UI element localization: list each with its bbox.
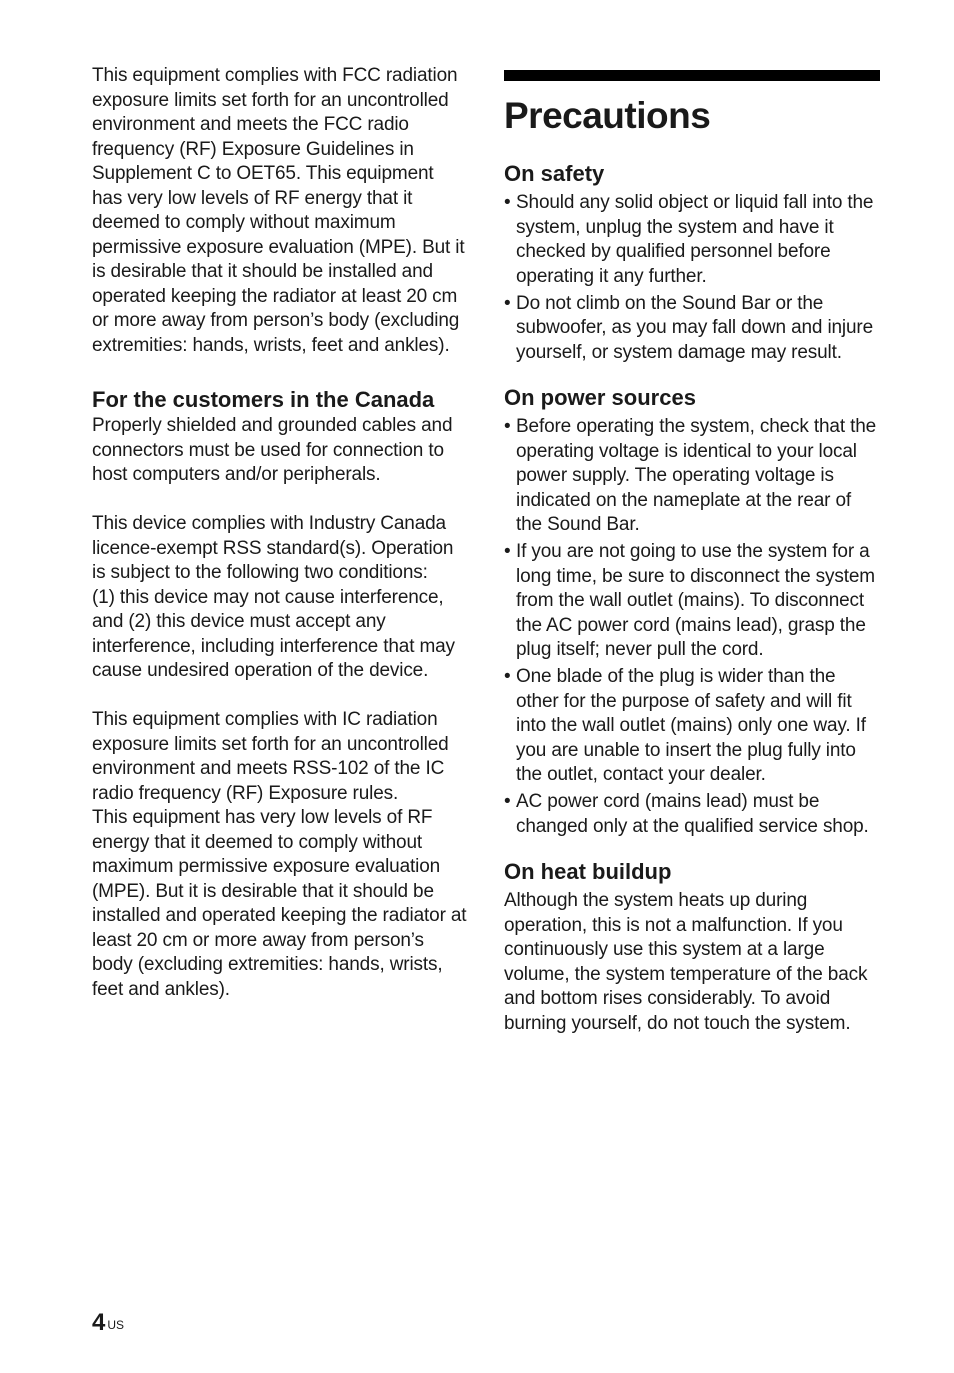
list-item: • Should any solid object or liquid fall into the system, unplug the system and have it checked by qualified personnel before operating it any further. bbox=[504, 192, 874, 287]
canada-cables-paragraph: Properly shielded and grounded cables and connectors must be used for connection to host computers and/or peripherals. bbox=[92, 415, 453, 485]
spacer bbox=[92, 684, 468, 709]
page-number bbox=[92, 1308, 124, 1338]
ic-rf-energy-paragraph: This equipment has very low levels of RF energy that it deemed to comply without maximum permissive exposure evaluation (MPE). But it is desirable that it should be installed and operated keeping the radiator at least 20 cm or more away from person’s body (excluding extremities: hands, wrists, feet and ankles). bbox=[92, 807, 467, 1000]
page-number-value: 4 bbox=[92, 1309, 106, 1336]
list-item: • AC power cord (mains lead) must be changed only at the qualified service shop. bbox=[504, 791, 869, 837]
bullet-icon: • bbox=[504, 666, 511, 687]
power-list bbox=[504, 415, 880, 839]
fcc-exposure-paragraph: This equipment complies with FCC radiation exposure limits set forth for an uncontrolled environment and meets the FCC radio frequency (RF) Exposure Guidelines in Supplement C to OET65. This equipment has very low levels of RF energy that it deemed to comply without maximum permissive exposure evaluation (MPE). But it is desirable that it should be installed and operated keeping the radiator at least 20 cm or more away from person’s body (excluding extremities: hands, wrists, feet and ankles). bbox=[92, 65, 465, 356]
bullet-icon: • bbox=[504, 416, 511, 437]
safety-heading: On safety bbox=[504, 161, 605, 186]
page-title: Precautions bbox=[504, 95, 711, 136]
bullet-icon: • bbox=[504, 192, 511, 213]
bullet-icon: • bbox=[504, 791, 511, 812]
list-item: • One blade of the plug is wider than the other for the purpose of safety and will fit into the wall outlet (mains) only one way. If you are unable to insert the plug fully into the outlet, contact your dealer. bbox=[504, 666, 866, 785]
spacer bbox=[92, 488, 468, 513]
list-item: • Before operating the system, check that the operating voltage is identical to your local power supply. The operating voltage is indicated on the nameplate at the rear of the Sound Bar. bbox=[504, 416, 877, 535]
right-column bbox=[504, 64, 880, 1036]
power-heading: On power sources bbox=[504, 385, 696, 410]
region-code: US bbox=[107, 1318, 125, 1332]
bullet-icon: • bbox=[504, 541, 511, 562]
left-column bbox=[92, 64, 468, 1002]
bullet-icon: • bbox=[504, 292, 511, 314]
ic-exposure-paragraph: This equipment complies with IC radiation exposure limits set forth for an uncontrolled environment and meets RSS-102 of the IC radio frequency (RF) Exposure rules. bbox=[92, 709, 449, 804]
heat-paragraph: Although the system heats up during operation, this is not a malfunction. If you continuously use this system at a large volume, the system temperature of the back and bottom rises considerably. To avoid burning yourself, do not touch the system. bbox=[504, 890, 868, 1034]
canada-rss-paragraph: This device complies with Industry Canada licence-exempt RSS standard(s). Operation is subject to the following two conditions: bbox=[92, 513, 454, 583]
canada-heading: For the customers in the Canada bbox=[92, 387, 435, 412]
heat-heading: On heat buildup bbox=[504, 859, 672, 884]
list-item: • If you are not going to use the system for a long time, be sure to disconnect the system from the wall outlet (mains). To disconnect the AC power cord (mains lead), grasp the plug itself; never pull the cord. bbox=[504, 541, 875, 660]
canada-conditions-paragraph: (1) this device may not cause interference, and (2) this device must accept any interference, including interference that may cause undesired operation of the device. bbox=[92, 586, 455, 681]
safety-list bbox=[504, 191, 880, 365]
section-rule bbox=[504, 70, 880, 81]
list-item: • Do not climb on the Sound Bar or the subwoofer, as you may fall down and injure yourself, or system damage may result. bbox=[504, 292, 874, 363]
